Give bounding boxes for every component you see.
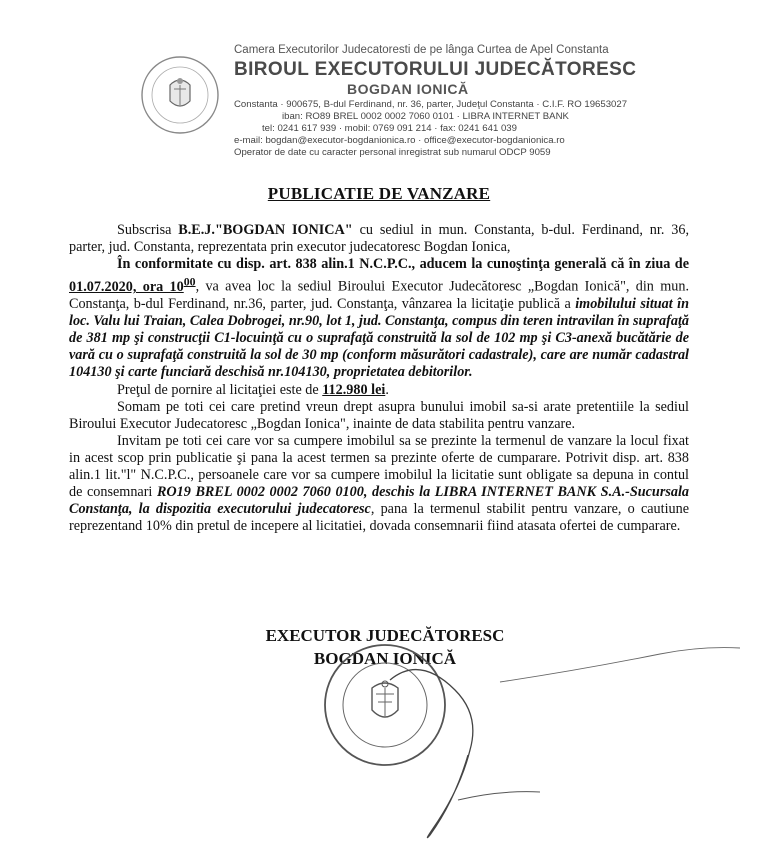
letterhead-emails: e-mail: bogdan@executor-bogdanionica.ro · office@executor-bogdanionica.ro — [234, 135, 565, 146]
legal-reference: În conformitate cu disp. art. 838 alin.1 N.C.P.C., aducem la cunoştinţa generală că în ziua de — [117, 256, 689, 273]
handwritten-signature — [360, 640, 758, 855]
text-span: cu sediul in mun. Constanta, b-dul. Ferdinand, nr. 36, parter, jud. Constanta, reprezentata prin executor judecatoresc Bogdan Ionica, — [69, 222, 690, 256]
letterhead-name: BOGDAN IONICĂ — [347, 81, 469, 97]
bailiff-office-name: B.E.J."BOGDAN IONICA" — [178, 222, 353, 238]
letterhead — [0, 0, 758, 175]
auction-time-minutes: 00 — [183, 274, 196, 289]
deposit-account: RO19 BREL 0002 0002 7060 0100, deschis la LIBRA INTERNET BANK S.A.-Sucursala Constanţa, la dispozitia executorului judecatoresc — [69, 484, 689, 518]
document-body — [69, 222, 689, 535]
paragraph-bidders — [69, 433, 689, 536]
letterhead-bank: iban: RO89 BREL 0002 0002 7060 0101 · LIBRA INTERNET BANK — [282, 111, 569, 122]
paragraph-intro — [69, 222, 689, 256]
text-span: , va avea loc la sediul Biroului Executor Judecătoresc „Bogdan Ionică", din mun. Constanţa, b-dul Ferdinand, nr.36, parter, jud. Constanţa, vânzarea la licitaţie publică a — [69, 279, 689, 313]
starting-price: 112.980 lei — [322, 381, 386, 398]
paragraph-claims: Somam pe toti cei care pretind vreun drept asupra bunului imobil sa-si arate pretentiile la sediul Biroului Executor Judecatoresc „Bogdan Ionica", inainte de data stabilita pentru vanzare. — [69, 398, 689, 432]
auction-date: 01.07.2020, ora 10 — [69, 279, 184, 296]
letterhead-operator: Operator de date cu caracter personal inregistrat sub numarul ODCP 9059 — [234, 147, 551, 158]
text-span: . — [385, 381, 389, 398]
letterhead-office: BIROUL EXECUTORULUI JUDECĂTORESC — [234, 59, 637, 80]
letterhead-phones: tel: 0241 617 939 · mobil: 0769 091 214 · fax: 0241 641 039 — [262, 123, 517, 134]
letterhead-institution: Camera Executorilor Judecatoresti de pe lânga Curtea de Apel Constanta — [234, 44, 609, 56]
signature-role: EXECUTOR JUDECĂTORESC — [265, 626, 505, 645]
document-title: PUBLICATIE DE VANZARE — [267, 184, 491, 203]
text-span: Invitam pe toti cei care vor sa cumpere imobilul sa se prezinte la termenul de vanzare la locul fixat in acest scop prin publicatie şi pana la acest termen sa prezinte oferte de cumparare. Potrivit disp. art. 838 alin.1 lit."l" N.C.P.C., persoanele care vor sa cumpere imobilul la licitatie sunt obligate sa depuna in contul de consemnari — [69, 432, 689, 501]
property-description: imobilului situat în loc. Valu lui Traian, Calea Dobrogei, nr.90, lot 1, jud. Constanţa, compus din teren intravilan în suprafaţă de 381 mp şi construcţii C1-locuinţă cu o suprafaţă construită la sol de 102 mp şi C3-anexă bucătărie de vară cu o suprafaţă construită la sol de 30 mp (conform măsurători cadastrale), care are număr cadastral 104130 şi carte funciară deschisă nr.104130, proprietatea debitorilor. — [69, 296, 689, 381]
text-span: , pana la termenul stabilit pentru vanzare, o cautiune reprezentand 10% din pretul de incepere al licitatiei, dovada consemnarii fiind atasata ofertei de cumparare. — [69, 501, 689, 535]
letterhead-address: Constanta · 900675, B-dul Ferdinand, nr. 36, parter, Judeţul Constanta · C.I.F. RO 19653027 — [234, 99, 628, 110]
paragraph-auction-notice — [69, 256, 689, 381]
signature-name: BOGDAN IONICĂ — [313, 649, 457, 668]
text-span: Preţul de pornire al licitaţiei este de — [117, 381, 323, 398]
paragraph-price — [69, 382, 689, 399]
text-span: Subscrisa — [117, 222, 179, 238]
